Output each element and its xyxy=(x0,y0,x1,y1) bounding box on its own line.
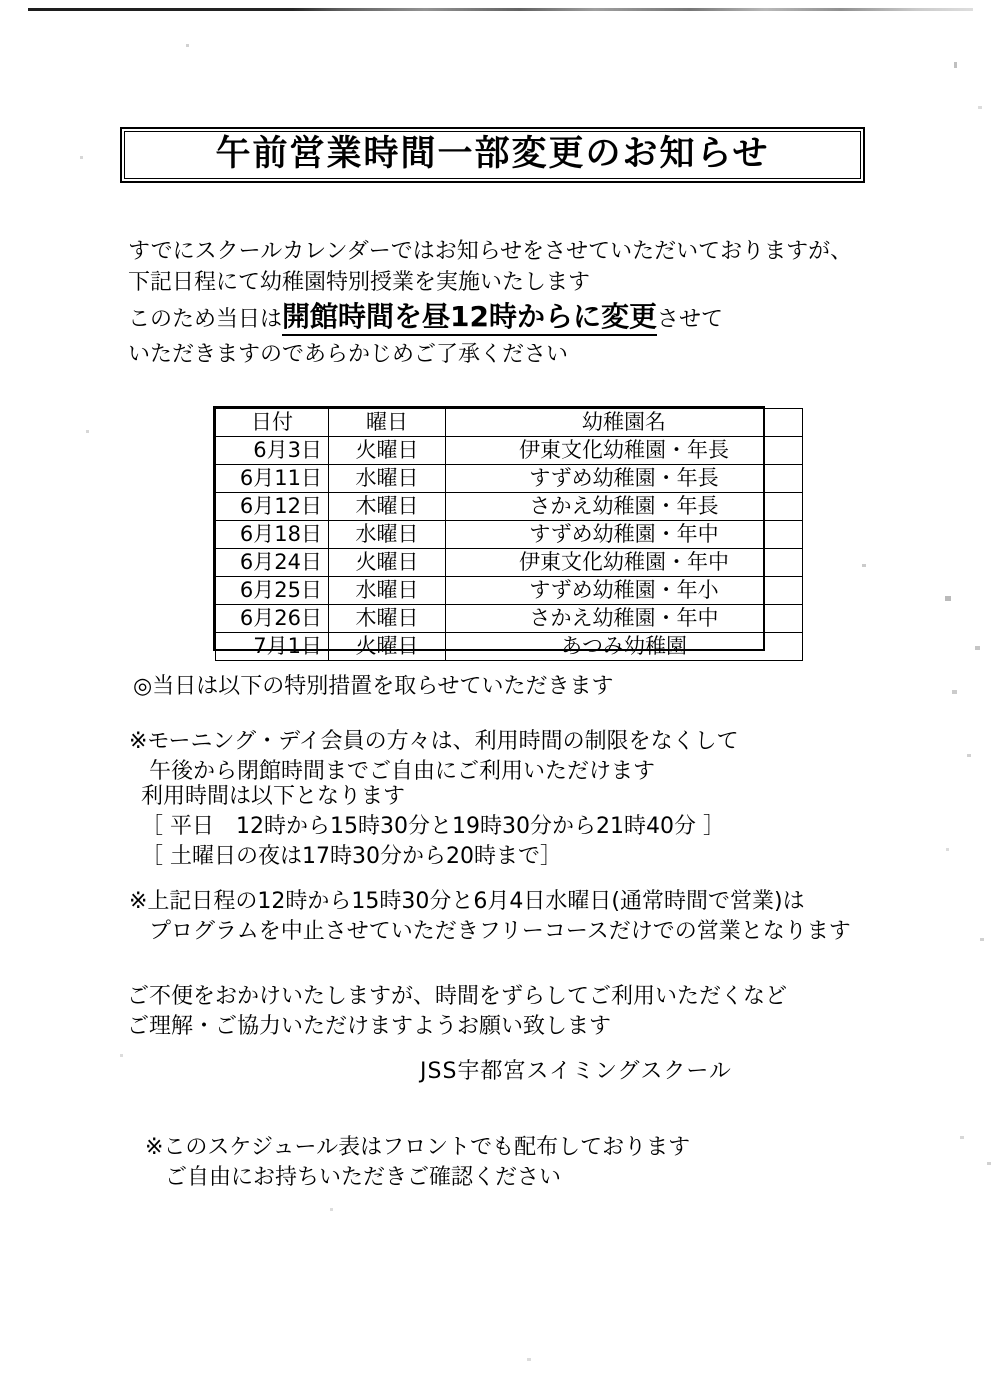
opening-time-emphasis: 開館時間を昼12時からに変更 xyxy=(282,300,657,336)
special-measures-heading: ◎当日は以下の特別措置を取らせていただきます xyxy=(133,674,614,699)
member-note-line-1: ※モーニング・デイ会員の方々は、利用時間の制限をなくして xyxy=(129,729,739,754)
table-row xyxy=(216,633,803,661)
table-row xyxy=(216,605,803,633)
program-note-line-1: ※上記日程の12時から15時30分と6月4日水曜日(通常時間で営業)は xyxy=(129,889,805,914)
cell-date: 6月3日 xyxy=(216,437,329,465)
table-header-row xyxy=(216,409,803,437)
intro-line-2: 下記日程にて幼稚園特別授業を実施いたします xyxy=(128,270,591,295)
closing-line-2: ご理解・ご協力いただけますようお願い致します xyxy=(127,1014,612,1039)
table-row xyxy=(216,465,803,493)
scan-speck xyxy=(330,1208,333,1211)
cell-weekday: 水曜日 xyxy=(329,465,446,493)
column-header-weekday: 曜日 xyxy=(329,409,446,437)
cell-weekday: 水曜日 xyxy=(329,577,446,605)
cell-school: さかえ幼稚園・年中 xyxy=(446,605,803,633)
column-header-school: 幼稚園名 xyxy=(446,409,803,437)
cell-weekday: 火曜日 xyxy=(329,437,446,465)
signature: JSS宇都宮スイミングスクール xyxy=(420,1059,732,1084)
footer-note-line-1: ※このスケジュール表はフロントでも配布しております xyxy=(145,1135,691,1160)
special-measures-block xyxy=(133,672,614,702)
program-note-line-2: プログラムを中止させていただきフリーコースだけでの営業となります xyxy=(149,919,851,944)
cell-weekday: 火曜日 xyxy=(329,549,446,577)
cell-weekday: 木曜日 xyxy=(329,605,446,633)
schedule-table-body xyxy=(216,437,803,661)
cell-date: 6月11日 xyxy=(216,465,329,493)
intro-line-4: いただきますのであらかじめご了承ください xyxy=(128,342,569,367)
scan-speck xyxy=(527,1358,531,1361)
cell-date: 6月25日 xyxy=(216,577,329,605)
schedule-table-header xyxy=(216,409,803,437)
cell-weekday: 木曜日 xyxy=(329,493,446,521)
scan-speck xyxy=(954,62,957,68)
hours-weekday: ［ 平日 12時から15時30分と19時30分から21時40分 ］ xyxy=(141,814,725,839)
cell-school: すずめ幼稚園・年長 xyxy=(446,465,803,493)
page-title: 午前営業時間一部変更のお知らせ xyxy=(215,133,770,174)
member-note-line-2: 午後から閉館時間までご自由にご利用いただけます xyxy=(149,759,656,784)
scan-speck xyxy=(86,430,89,433)
hours-saturday: ［ 土曜日の夜は17時30分から20時まで］ xyxy=(141,844,562,869)
scan-speck xyxy=(975,646,980,650)
signature-block xyxy=(420,1057,732,1087)
scan-speck xyxy=(80,156,83,159)
table-row xyxy=(216,577,803,605)
scan-speck xyxy=(960,1136,964,1139)
scan-speck xyxy=(186,44,189,47)
cell-school: 伊東文化幼稚園・年長 xyxy=(446,437,803,465)
cell-date: 6月26日 xyxy=(216,605,329,633)
cell-date: 6月24日 xyxy=(216,549,329,577)
scan-speck xyxy=(945,596,951,601)
scan-speck xyxy=(980,938,984,941)
scan-speck xyxy=(967,754,971,757)
cell-weekday: 水曜日 xyxy=(329,521,446,549)
cell-school: 伊東文化幼稚園・年中 xyxy=(446,549,803,577)
closing-block xyxy=(127,982,787,1042)
scan-speck xyxy=(978,106,982,109)
scan-speck xyxy=(987,1162,991,1165)
scan-speck xyxy=(120,1054,123,1057)
title-banner-inner-border xyxy=(124,131,861,179)
cell-school: さかえ幼稚園・年長 xyxy=(446,493,803,521)
title-banner xyxy=(120,127,865,183)
table-row xyxy=(216,437,803,465)
cell-date: 7月1日 xyxy=(216,633,329,661)
cell-date: 6月12日 xyxy=(216,493,329,521)
footer-note-line-2: ご自由にお持ちいただきご確認ください xyxy=(165,1165,562,1190)
scan-artifact-line xyxy=(28,8,973,11)
cell-school: あつみ幼稚園 xyxy=(446,633,803,661)
intro-line-3 xyxy=(128,298,928,339)
program-note-block xyxy=(129,887,851,947)
table-row xyxy=(216,549,803,577)
intro-line-3-suffix: させて xyxy=(656,307,723,332)
footer-note-block xyxy=(145,1133,690,1193)
hours-note-block xyxy=(141,782,725,872)
hours-note-line-1: 利用時間は以下となります xyxy=(141,784,406,809)
intro-line-3-prefix: このため当日は xyxy=(128,307,283,332)
cell-school: すずめ幼稚園・年小 xyxy=(446,577,803,605)
column-header-date: 日付 xyxy=(216,409,329,437)
cell-school: すずめ幼稚園・年中 xyxy=(446,521,803,549)
cell-weekday: 火曜日 xyxy=(329,633,446,661)
closing-line-1: ご不便をおかけいたしますが、時間をずらしてご利用いただくなど xyxy=(127,984,788,1009)
cell-date: 6月18日 xyxy=(216,521,329,549)
scan-speck xyxy=(862,564,866,567)
table-row xyxy=(216,493,803,521)
intro-paragraph xyxy=(128,236,928,370)
scan-speck xyxy=(952,690,957,694)
schedule-table xyxy=(215,408,803,661)
member-note-block xyxy=(129,727,739,787)
scan-speck xyxy=(946,848,949,851)
intro-line-1: すでにスクールカレンダーではお知らせをさせていただいておりますが、 xyxy=(128,239,853,264)
table-row xyxy=(216,521,803,549)
